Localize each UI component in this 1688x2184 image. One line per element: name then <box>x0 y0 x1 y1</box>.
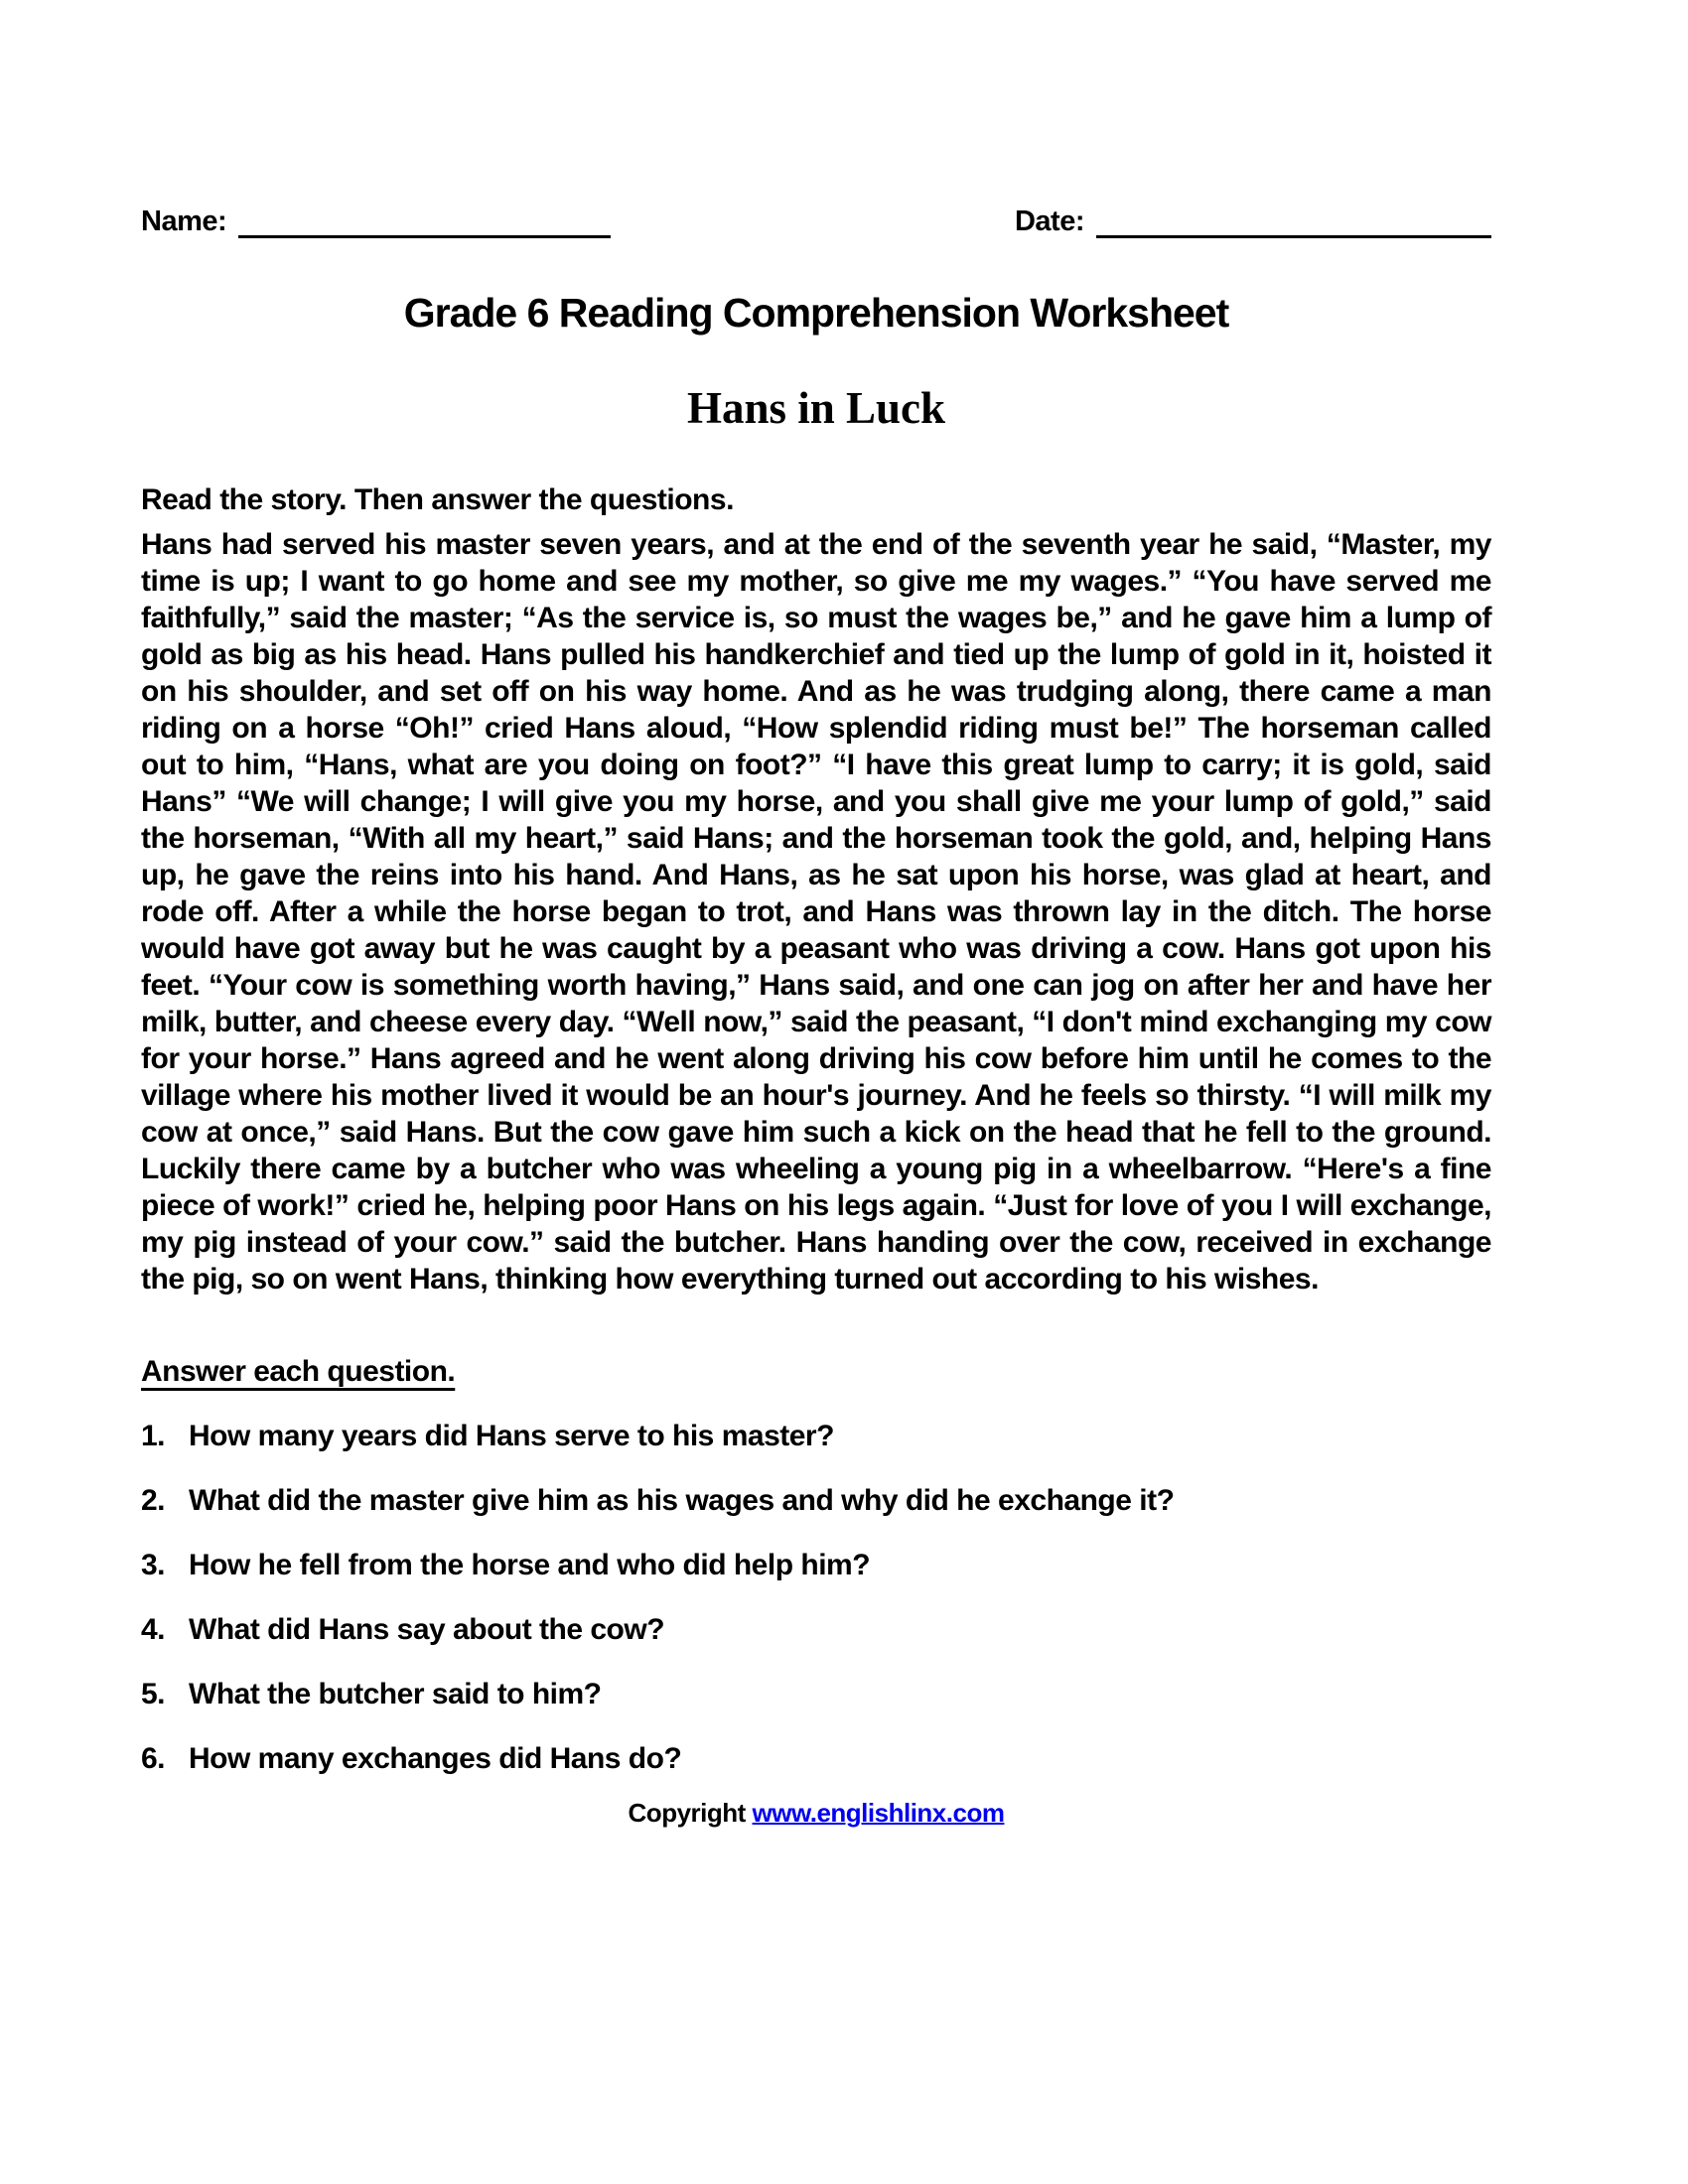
question-number: 4. <box>141 1613 166 1646</box>
question-number: 6. <box>141 1742 166 1775</box>
question-number: 1. <box>141 1420 166 1452</box>
date-blank-line <box>1096 204 1491 238</box>
story-text: Hans had served his master seven years, and at the end of the seventh year he said, “Master, my time is up; I want to go home and see my mother, so give me my wages.” “You have served me faithfully,” said the master; “As the service is, so must the wages be,” and he gave him a lump of gold as big as his head. Hans pulled his handkerchief and tied up the lump of gold in it, hoisted it on his shoulder, and set off on his way home. And as he was trudging along, there came a man riding on a horse “Oh!” cried Hans aloud, “How splendid riding must be!” The horseman called out to him, “Hans, what are you doing on foot?” “I have this great lump to carry; it is gold, said Hans” “We will change; I will give you my horse, and you shall give me your lump of gold,” said the horseman, “With all my heart,” said Hans; and the horseman took the gold, and, helping Hans up, he gave the reins into his hand. And Hans, as he sat upon his horse, was glad at heart, and rode off. After a while the horse began to trot, and Hans was thrown lay in the ditch. The horse would have got away but he was caught by a peasant who was driving a cow. Hans got upon his feet. “Your cow is something worth having,” Hans said, and one can jog on after her and have her milk, butter, and cheese every day. “Well now,” said the peasant, “I don't mind exchanging my cow for your horse.” Hans agreed and he went along driving his cow before him until he comes to the village where his mother lived it would be an hour's journey. And he feels so thirsty. “I will milk my cow at once,” said Hans. But the cow gave him such a kick on the head that he fell to the ground. Luckily there came by a butcher who was wheeling a young pig in a wheelbarrow. “Here's a fine piece of work!” cried he, helping poor Hans on his legs again. “Just for love of you I will exchange, my pig instead of your cow.” said the butcher. Hans handing over the cow, received in exchange the pig, so on went Hans, thinking how everything turned out according to his wishes. <box>141 528 1491 1296</box>
question-text: What did the master give him as his wages and why did he exchange it? <box>189 1484 1175 1517</box>
question-item <box>141 1484 1491 1518</box>
worksheet-title: Grade 6 Reading Comprehension Worksheet <box>403 290 1229 336</box>
copyright-label: Copyright <box>628 1798 746 1828</box>
question-number: 2. <box>141 1484 166 1517</box>
name-blank-line <box>238 204 611 238</box>
question-text: What the butcher said to him? <box>189 1678 602 1710</box>
instructions-text: Read the story. Then answer the questions. <box>141 483 734 516</box>
question-number: 3. <box>141 1549 166 1581</box>
date-label: Date: <box>1014 205 1084 237</box>
question-item <box>141 1613 1491 1647</box>
question-text: How he fell from the horse and who did help him? <box>189 1549 871 1581</box>
name-label: Name: <box>141 205 227 237</box>
name-field <box>141 204 611 238</box>
footer <box>141 1798 1491 1829</box>
question-item <box>141 1549 1491 1582</box>
question-number: 5. <box>141 1678 166 1710</box>
question-text: How many years did Hans serve to his master? <box>189 1420 834 1452</box>
questions-heading: Answer each question. <box>141 1355 456 1388</box>
question-text: How many exchanges did Hans do? <box>189 1742 682 1775</box>
question-item <box>141 1678 1491 1711</box>
header-row <box>141 204 1491 238</box>
questions-list <box>141 1420 1491 1776</box>
question-text: What did Hans say about the cow? <box>189 1613 665 1646</box>
question-item <box>141 1742 1491 1776</box>
copyright-link[interactable]: www.englishlinx.com <box>752 1798 1005 1828</box>
date-field <box>1015 204 1491 238</box>
story-title: Hans in Luck <box>686 383 946 433</box>
question-item <box>141 1420 1491 1453</box>
